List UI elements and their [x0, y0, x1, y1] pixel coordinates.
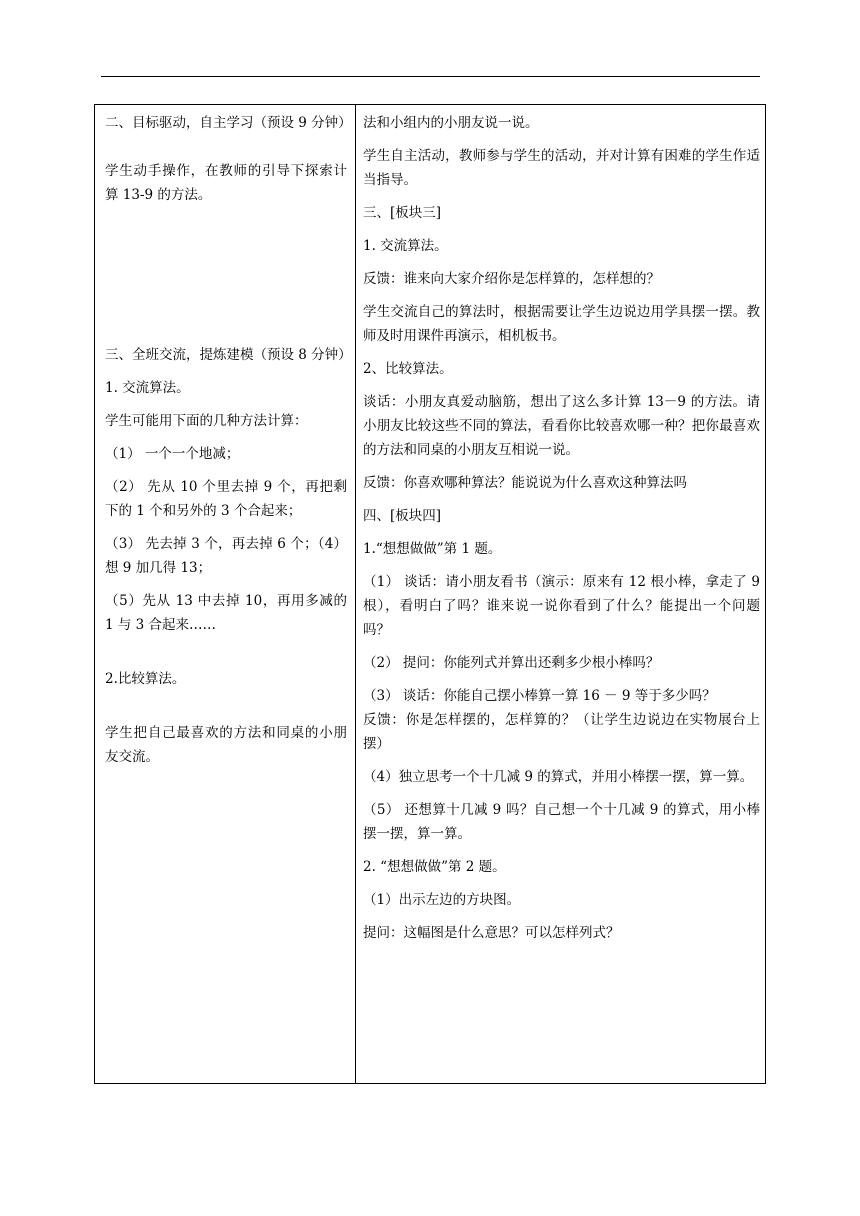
exercise-1-heading: 1.“想想做做”第 1 题。	[363, 541, 502, 557]
exercise-2-step-1: （1）出示左边的方块图。	[363, 892, 521, 908]
continuation-text: 法和小组内的小朋友说一说。	[363, 115, 539, 131]
feedback-question-1: 反馈：谁来向大家介绍你是怎样算的，怎样想的？	[363, 271, 660, 287]
lesson-plan-table	[94, 104, 766, 1084]
compare-method-heading: 2、比较算法。	[363, 361, 453, 377]
feedback-question-3: 反馈：你是怎样摆的，怎样算的？（让学生边说边在实物展台上摆）	[363, 712, 760, 752]
block-3-heading: 三、[板块三]	[363, 205, 442, 221]
compare-method-heading: 2.比较算法。	[105, 671, 186, 687]
left-column-cell	[95, 105, 355, 1083]
method-item-5: （5）先从 13 中去掉 10，再用多减的 1 与 3 合起来……	[105, 593, 347, 633]
comparison-talk-text: 谈话：小朋友真爱动脑筋，想出了这么多计算 13－9 的方法。请小朋友比较这些不同的算法，看看你比较喜欢哪一种？把你最喜欢的方法和同桌的小朋友互相说一说。	[363, 394, 760, 458]
section-heading-2: 二、目标驱动，自主学习（预设 9 分钟）	[105, 115, 352, 131]
exercise-2-heading: 2. “想想做做”第 2 题。	[363, 859, 506, 875]
method-item-1: （1） 一个一个地减；	[105, 446, 240, 462]
exchange-method-heading: 1. 交流算法。	[363, 238, 448, 254]
section-heading-3: 三、全班交流，提炼建模（预设 8 分钟）	[105, 347, 352, 363]
demonstration-text: 学生交流自己的算法时，根据需要让学生边说边用学具摆一摆。教师及时用课件再演示，相机板书。	[363, 304, 760, 344]
exchange-method-heading: 1. 交流算法。	[105, 380, 190, 396]
student-activity-text: 学生动手操作，在教师的引导下探索计算 13-9 的方法。	[105, 163, 347, 203]
share-with-partner-text: 学生把自己最喜欢的方法和同桌的小朋友交流。	[105, 725, 347, 765]
method-item-3-4: （3） 先去掉 3 个，再去掉 6 个；（4）想 9 加几得 13；	[105, 536, 347, 576]
right-column-cell	[356, 105, 766, 1083]
exercise-1-step-4: （4）独立思考一个十几减 9 的算式，并用小棒摆一摆，算一算。	[363, 769, 754, 785]
methods-intro-text: 学生可能用下面的几种方法计算：	[105, 413, 308, 429]
teacher-guidance-text: 学生自主活动，教师参与学生的活动，并对计算有困难的学生作适当指导。	[363, 148, 760, 188]
block-4-heading: 四、[板块四]	[363, 508, 442, 524]
header-rule	[101, 76, 760, 77]
feedback-question-2: 反馈：你喜欢哪种算法？能说说为什么喜欢这种算法吗	[363, 475, 687, 491]
exercise-1-step-1: （1） 谈话：请小朋友看书（演示：原来有 12 根小棒，拿走了 9 根），看明白了吗？谁来说一说你看到了什么？能提出一个问题吗？	[363, 574, 760, 638]
method-item-2: （2） 先从 10 个里去掉 9 个，再把剩下的 1 个和另外的 3 个合起来；	[105, 479, 347, 519]
exercise-1-step-5: （5） 还想算十几减 9 吗？自己想一个十几减 9 的算式，用小棒摆一摆，算一算。	[363, 802, 760, 842]
exercise-2-question: 提问：这幅图是什么意思？可以怎样列式？	[363, 925, 620, 941]
exercise-1-step-2: （2） 提问：你能列式并算出还剩多少根小棒吗？	[363, 655, 660, 671]
exercise-1-step-3: （3） 谈话：你能自己摆小棒算一算 16 － 9 等于多少吗？	[363, 688, 716, 704]
